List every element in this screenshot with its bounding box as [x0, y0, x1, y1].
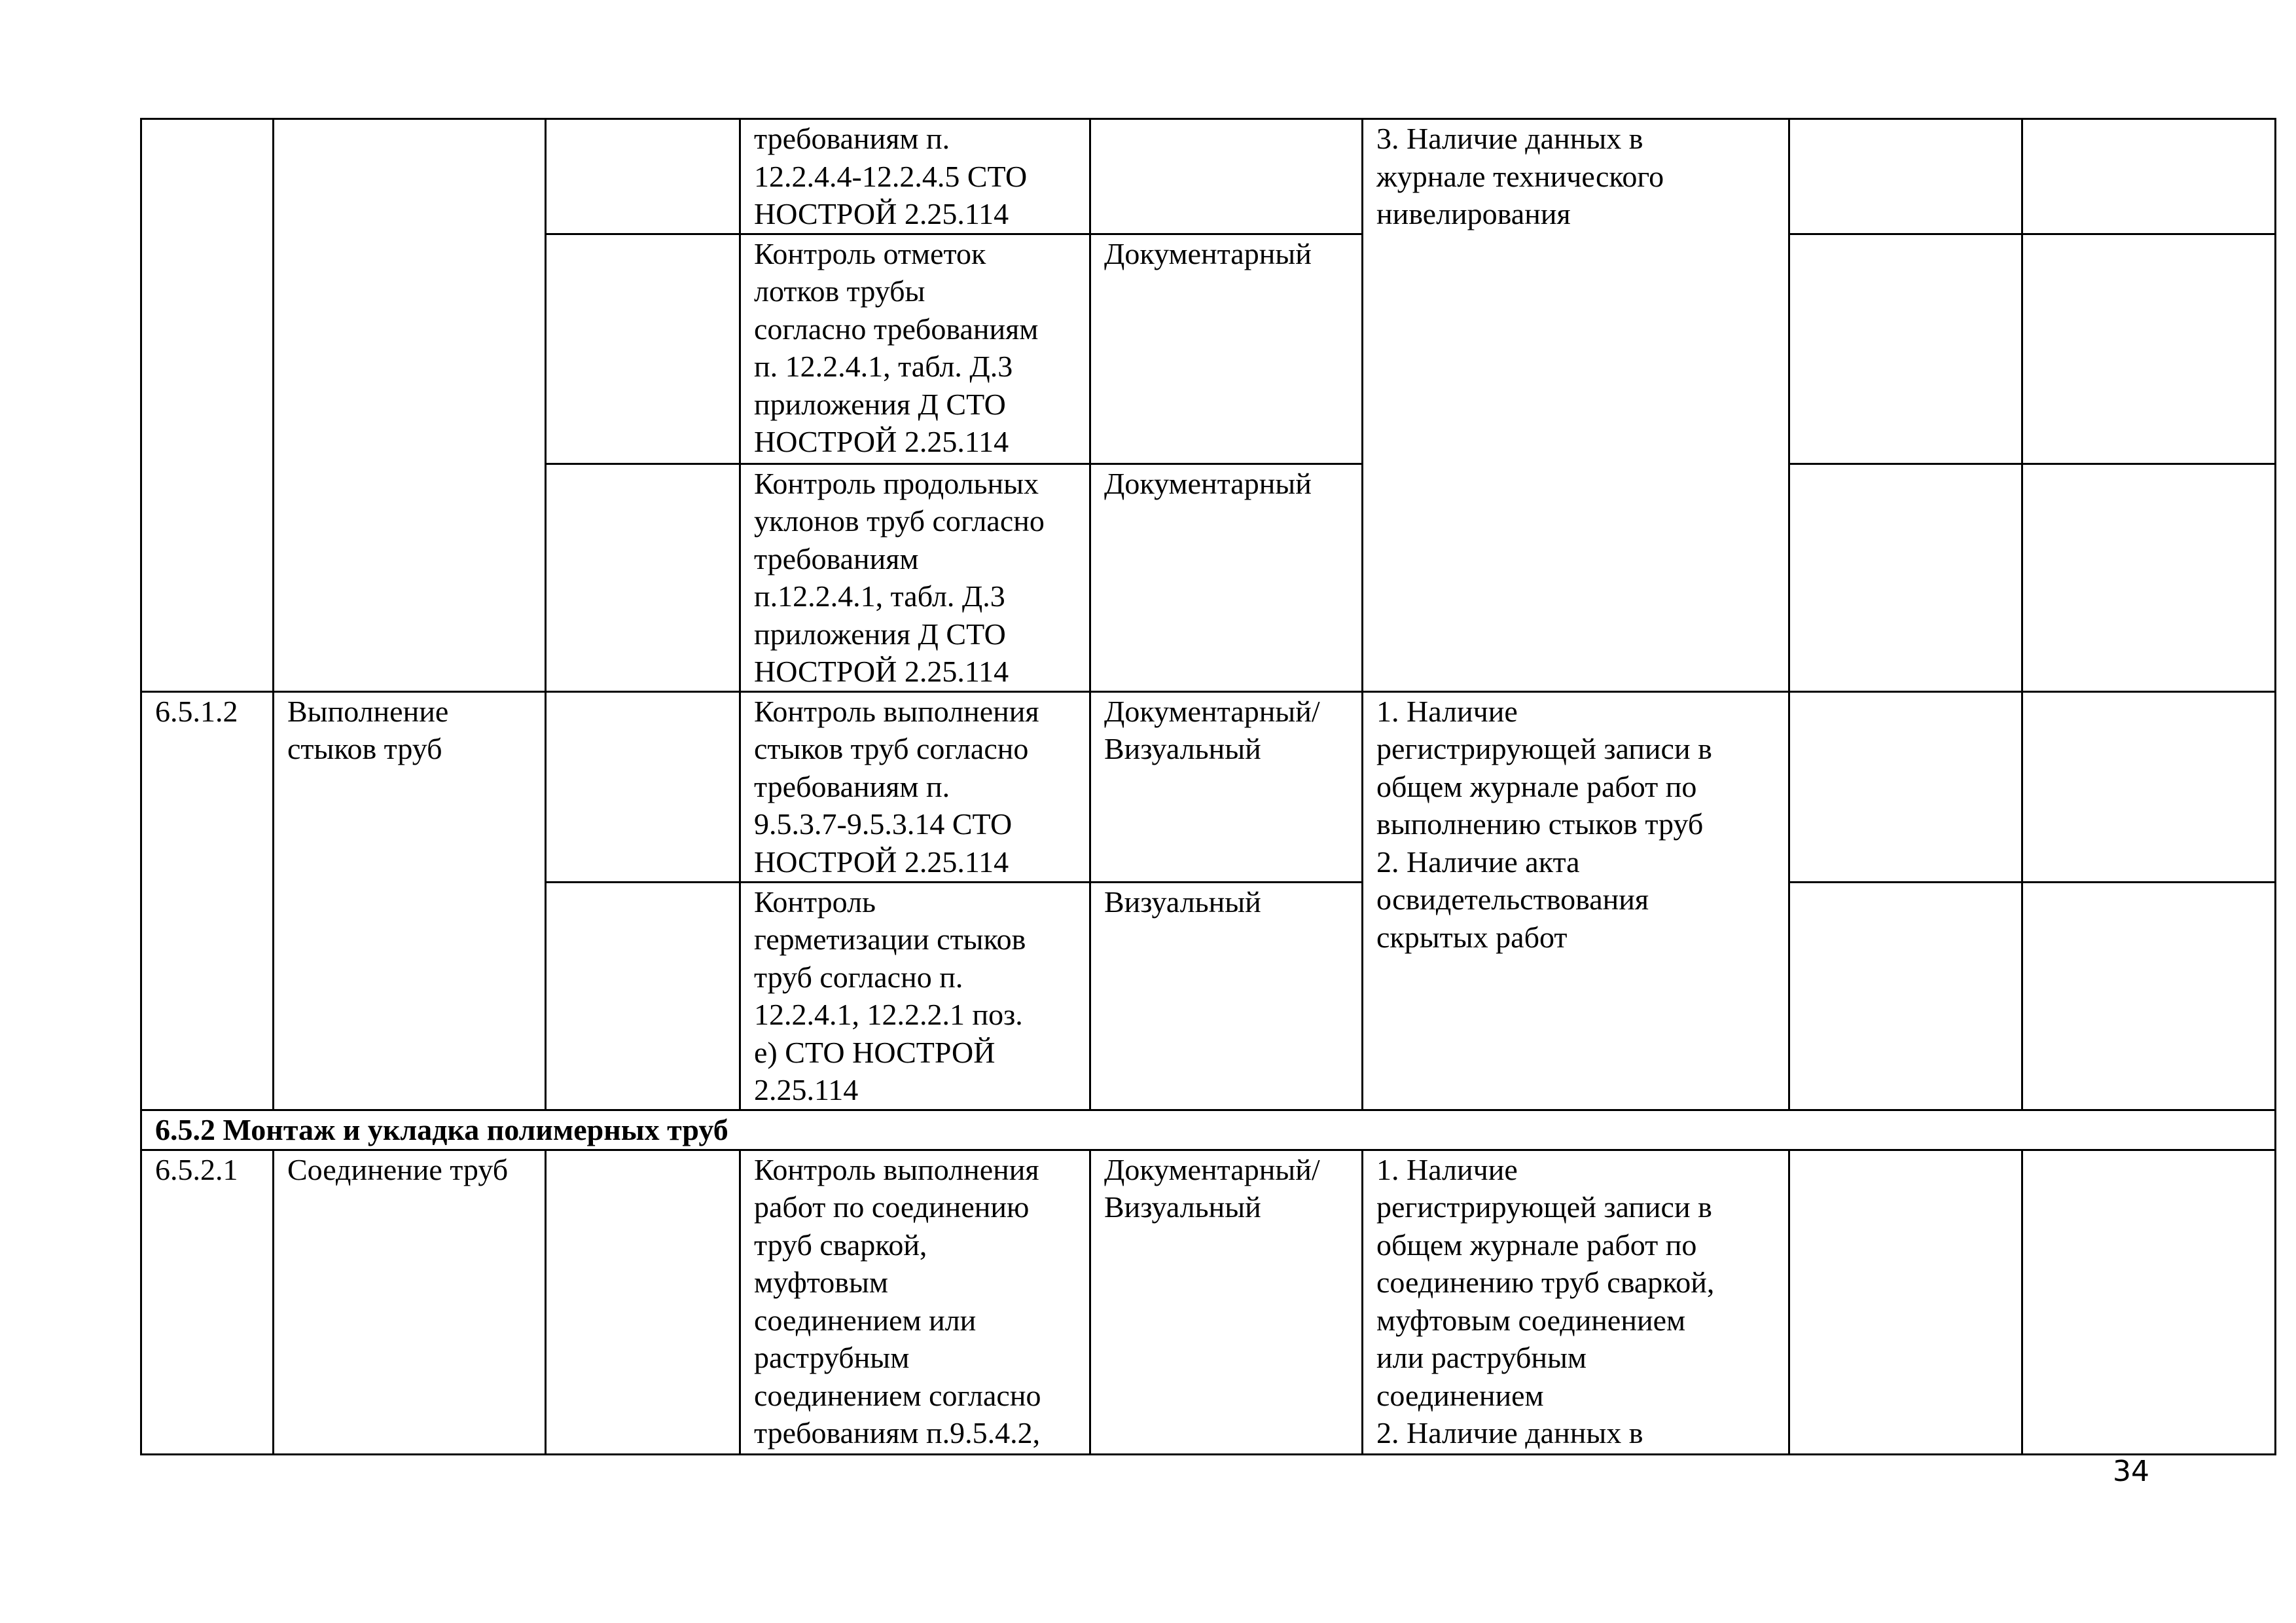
cell-control: Контроль отметок лотков трубы согласно требованиям п. 12.2.4.1, табл. Д.3 приложения Д СТО НОСТРОЙ 2.25.114 [740, 234, 1090, 464]
cell-empty [546, 691, 740, 882]
table-row [141, 119, 2276, 234]
cell-operation [274, 119, 546, 692]
cell-empty [2022, 882, 2276, 1110]
cell-operation: Соединение труб [274, 1150, 546, 1454]
cell-evidence: 3. Наличие данных в журнале технического нивелирования [1363, 119, 1789, 692]
cell-empty [1789, 882, 2022, 1110]
cell-operation: Выполнение стыков труб [274, 691, 546, 1110]
inspection-table [140, 118, 2276, 1455]
cell-method: Документарный/ Визуальный [1090, 1150, 1363, 1454]
section-title: 6.5.2 Монтаж и укладка полимерных труб [141, 1110, 2276, 1150]
table-row [141, 1150, 2276, 1454]
cell-method: Документарный [1090, 234, 1363, 464]
cell-empty [1789, 1150, 2022, 1454]
cell-control: Контроль продольных уклонов труб согласно требованиям п.12.2.4.1, табл. Д.3 приложения Д СТО НОСТРОЙ 2.25.114 [740, 464, 1090, 691]
cell-empty [2022, 1150, 2276, 1454]
cell-control: требованиям п. 12.2.4.4-12.2.4.5 СТО НОСТРОЙ 2.25.114 [740, 119, 1090, 234]
cell-empty [2022, 464, 2276, 691]
cell-method: Документарный [1090, 464, 1363, 691]
cell-empty [1789, 119, 2022, 234]
cell-empty [546, 119, 740, 234]
cell-empty [1789, 234, 2022, 464]
cell-method [1090, 119, 1363, 234]
section-header-row [141, 1110, 2276, 1150]
cell-control: Контроль герметизации стыков труб согласно п. 12.2.4.1, 12.2.2.1 поз. е) СТО НОСТРОЙ 2.25.114 [740, 882, 1090, 1110]
cell-evidence: 1. Наличие регистрирующей записи в общем журнале работ по соединению труб сваркой, муфтовым соединением или раструбным соединением 2. Наличие данных в [1363, 1150, 1789, 1454]
cell-number: 6.5.2.1 [141, 1150, 274, 1454]
cell-evidence: 1. Наличие регистрирующей записи в общем журнале работ по выполнению стыков труб 2. Наличие акта освидетельствования скрытых работ [1363, 691, 1789, 1110]
cell-control: Контроль выполнения работ по соединению труб сваркой, муфтовым соединением или раструбным соединением согласно требованиям п.9.5.4.2, [740, 1150, 1090, 1454]
cell-method: Визуальный [1090, 882, 1363, 1110]
cell-empty [546, 464, 740, 691]
cell-control: Контроль выполнения стыков труб согласно требованиям п. 9.5.3.7-9.5.3.14 СТО НОСТРОЙ 2.25.114 [740, 691, 1090, 882]
cell-method: Документарный/ Визуальный [1090, 691, 1363, 882]
cell-empty [2022, 234, 2276, 464]
cell-empty [1789, 464, 2022, 691]
cell-number: 6.5.1.2 [141, 691, 274, 1110]
cell-empty [2022, 691, 2276, 882]
table-row [141, 691, 2276, 882]
cell-empty [546, 882, 740, 1110]
cell-empty [546, 1150, 740, 1454]
cell-empty [546, 234, 740, 464]
cell-empty [1789, 691, 2022, 882]
cell-empty [2022, 119, 2276, 234]
page-number: 34 [2113, 1455, 2149, 1488]
cell-number [141, 119, 274, 692]
